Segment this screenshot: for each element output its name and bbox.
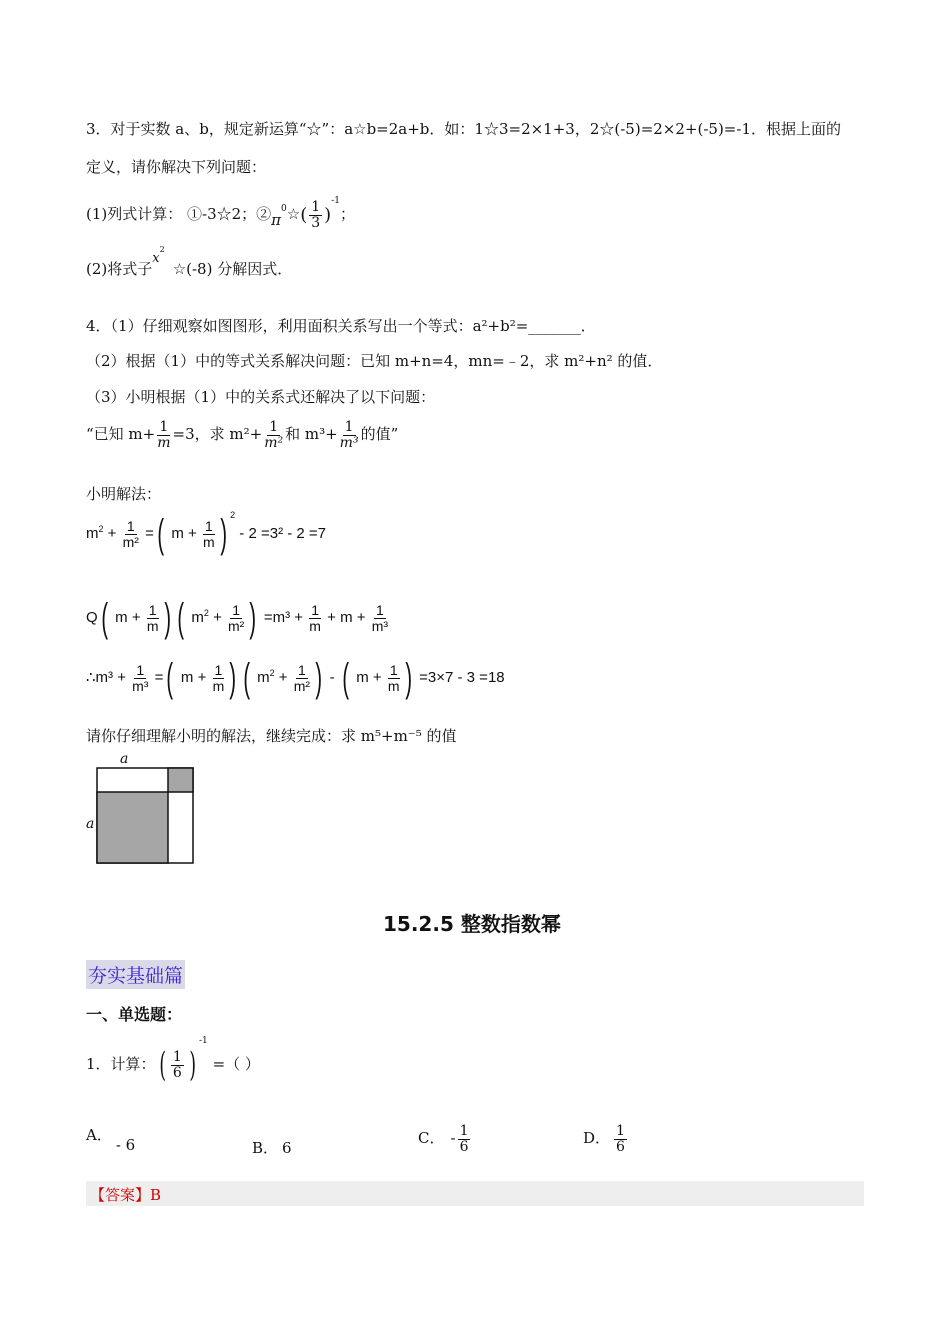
- quote-part-d: 的值”: [360, 425, 399, 444]
- section-banner: 夯实基础篇: [86, 960, 185, 989]
- frac-1-over-m: $\frac{1}{m}$: [157, 419, 171, 451]
- q3-line2: 定义，请你解决下列问题：: [86, 158, 267, 176]
- option-d[interactable]: D． $\frac{1}{6}$: [583, 1123, 625, 1155]
- quote-part-a: “已知 m+: [86, 425, 156, 444]
- q4-final: 请你仔细理解小明的解法，继续完成：求 m⁵+m⁻⁵ 的值: [86, 727, 457, 745]
- equation-2: Q( m + $\frac{1}{m}$ ) ( $m^2$ + $\frac{1}{\text{m²}}$ ) =m³ + $\frac{1}{m}$ + m + $\frac{1}{\text{m³}}$: [86, 596, 389, 640]
- eq3-prefix: ∴m³ +: [86, 668, 126, 686]
- eq2-tail-b: + m +: [327, 608, 366, 626]
- pi-exponent: 0: [281, 204, 287, 215]
- q1-fraction: $\frac{1}{6}$: [172, 1048, 182, 1081]
- figure-small-square: [168, 768, 193, 792]
- frac-1-over-m3: $\frac{1}{\text{m³}}$: [339, 419, 359, 451]
- eq1-tail: - 2 =3² - 2 =7: [239, 524, 327, 542]
- q4-quote: [86, 420, 398, 450]
- option-b[interactable]: B． 6: [252, 1139, 292, 1157]
- option-a[interactable]: A．- 6: [86, 1126, 136, 1154]
- x-variable: x: [152, 251, 160, 266]
- q3-part1: (1)列式计算： ①-3☆2；$②\pi^0☆$( $\frac{1}{3}$ )$^{-1}$；: [86, 196, 355, 231]
- star-operator: ☆: [286, 205, 301, 224]
- equation-1: $m^2$ + $\frac{1}{\text{m²}}$ =( m + $\frac{1}{m}$ ) $^2$ - 2 =3² - 2 =7: [86, 509, 327, 556]
- eq2-tail-a: =m³ +: [263, 608, 304, 626]
- q3-part1-suffix: ；: [339, 205, 355, 224]
- q1-suffix: =（ ）: [212, 1055, 260, 1073]
- section-title: 15.2.5 整数指数幂: [383, 912, 561, 936]
- q4-line3: （3）小明根据（1）中的关系式还解决了以下问题：: [86, 388, 436, 406]
- answer-bar: [86, 1181, 864, 1206]
- figure-label-left: a: [86, 816, 95, 832]
- pi-symbol: π: [271, 211, 282, 230]
- equation-3: ∴m³ + $\frac{1}{\text{m³}}$ =( m + $\frac{1}{m}$ ) ( $m^2$ + $\frac{1}{\text{m²}}$ ) - ( m + $\frac{1}{m}$ ) =3×7 - 3 =18: [86, 656, 505, 700]
- q3-line1: 3．对于实数 a、b，规定新运算“☆”：a☆b=2a+b．如：1☆3=2×1+3，2☆(-5)=2×2+(-5)=-1．根据上面的: [86, 120, 841, 138]
- answer-text: 【答案】B: [90, 1186, 162, 1204]
- q1-prefix: 1．计算：: [86, 1055, 156, 1073]
- area-figure: [96, 767, 196, 865]
- frac-1-over-m2: $\frac{1}{\text{m²}}$: [264, 419, 284, 451]
- q4-line2: （2）根据（1）中的等式关系解决问题：已知 m+n=4，mn=﹣2，求 m²+n² 的值．: [86, 352, 663, 370]
- q3-part2-suffix: ☆(-8) 分解因式．: [172, 260, 293, 278]
- figure-big-square: [97, 792, 168, 863]
- quote-part-b: =3，求 m²+: [172, 425, 263, 444]
- quote-part-c: 和 m³+: [285, 425, 338, 444]
- q3-part2-prefix: (2)将式子: [86, 260, 153, 278]
- eq3-tail: =3×7 - 3 =18: [419, 668, 505, 686]
- q3-part1-prefix: (1)列式计算： ①-3☆2；②: [86, 205, 272, 224]
- q1-line: 1．计算：( $\frac{1}{6}$ )$^{-1}$ =（ ）: [86, 1036, 260, 1085]
- q3-part2: [86, 245, 293, 279]
- q4-line1: 4．（1）仔细观察如图图形，利用面积关系写出一个等式：a²+b²=_______．: [86, 317, 596, 335]
- xiaoming-label: 小明解法：: [86, 485, 162, 503]
- one-third-fraction: $\frac{1}{3}$: [311, 199, 321, 231]
- x-exponent: 2: [159, 245, 165, 254]
- eq2-prefix: Q: [86, 608, 98, 626]
- section-subhead: 一、单选题：: [86, 1005, 183, 1024]
- q1-exponent: -1: [199, 1036, 208, 1046]
- option-c[interactable]: C． - $\frac{1}{6}$: [418, 1123, 469, 1155]
- figure-label-top: a: [120, 751, 129, 767]
- one-third-exponent: -1: [331, 196, 340, 207]
